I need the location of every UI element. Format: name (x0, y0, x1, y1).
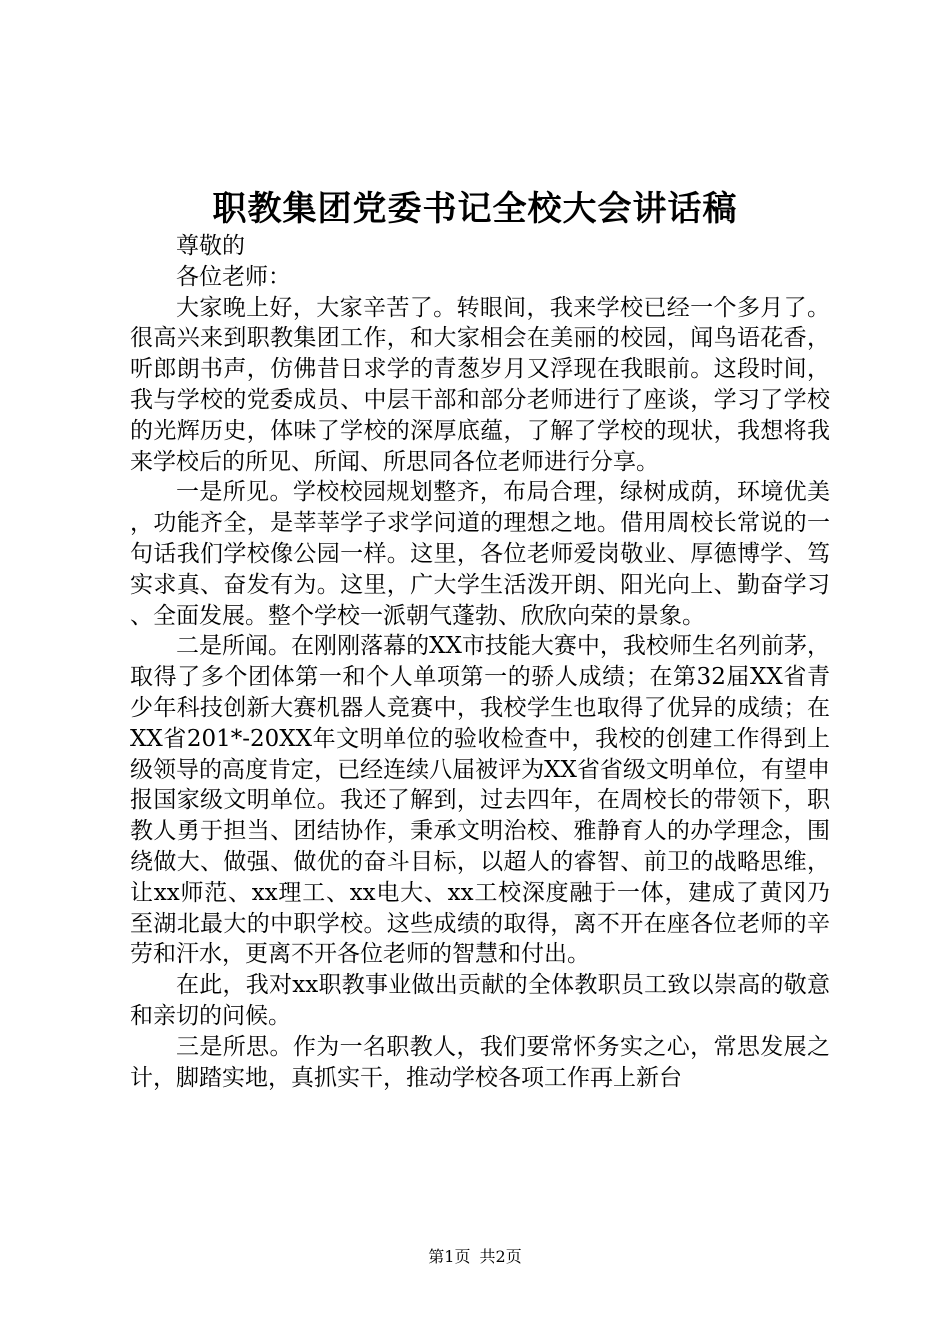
paragraph-opening: 大家晚上好，大家辛苦了。转眼间，我来学校已经一个多月了。很高兴来到职教集团工作，和大家相会在美丽的校园，闻鸟语花香，听郎朗书声，仿佛昔日求学的青葱岁月又浮现在我眼前。这段时间，我与学校的党委成员、中层干部和部分老师进行了座谈，学习了学校的光辉历史，体味了学校的深厚底蕴，了解了学校的现状，我想将我来学校后的所见、所闻、所思同各位老师进行分享。 (130, 294, 830, 475)
document-body (130, 231, 830, 1093)
salutation-line-2: 各位老师： (176, 263, 291, 290)
page-footer (0, 1246, 950, 1268)
paragraph-what-seen: 一是所见。学校校园规划整齐，布局合理，绿树成荫，环境优美，功能齐全，是莘莘学子求学问道的理想之地。借用周校长常说的一句话我们学校像公园一样。这里，各位老师爱岗敬业、厚德博学、笃实求真、奋发有为。这里，广大学生活泼开朗、阳光向上、勤奋学习、全面发展。整个学校一派朝气蓬勃、欣欣向荣的景象。 (130, 479, 830, 629)
page-number: 第1页 (428, 1247, 471, 1266)
paragraph-what-thought: 三是所思。作为一名职教人，我们要常怀务实之心，常思发展之计，脚踏实地，真抓实干，推动学校各项工作再上新台 (130, 1033, 830, 1091)
document-title: 职教集团党委书记全校大会讲话稿 (212, 189, 738, 229)
salutation-line-1: 尊敬的 (176, 233, 245, 259)
paragraph-gratitude: 在此，我对xx职教事业做出贡献的全体教职员工致以崇高的敬意和亲切的问候。 (130, 972, 830, 1029)
paragraph-what-heard: 二是所闻。在刚刚落幕的XX市技能大赛中，我校师生名列前茅，取得了多个团体第一和个人单项第一的骄人成绩；在第32届XX省青少年科技创新大赛机器人竞赛中，我校学生也取得了优异的成绩；在XX省201*-20XX年文明单位的验收检查中，我校的创建工作得到上级领导的高度肯定，已经连续八届被评为XX省省级文明单位，有望申报国家级文明单位。我还了解到，过去四年，在周校长的带领下，职教人勇于担当、团结协作，秉承文明治校、雅静育人的办学理念，围绕做大、做强、做优的奋斗目标，以超人的睿智、前卫的战略思维，让xx师范、xx理工、xx电大、xx工校深度融于一体，建成了黄冈乃至湖北最大的中职学校。这些成绩的取得，离不开在座各位老师的辛劳和汗水，更离不开各位老师的智慧和付出。 (130, 633, 830, 968)
page-total: 共2页 (479, 1247, 522, 1266)
